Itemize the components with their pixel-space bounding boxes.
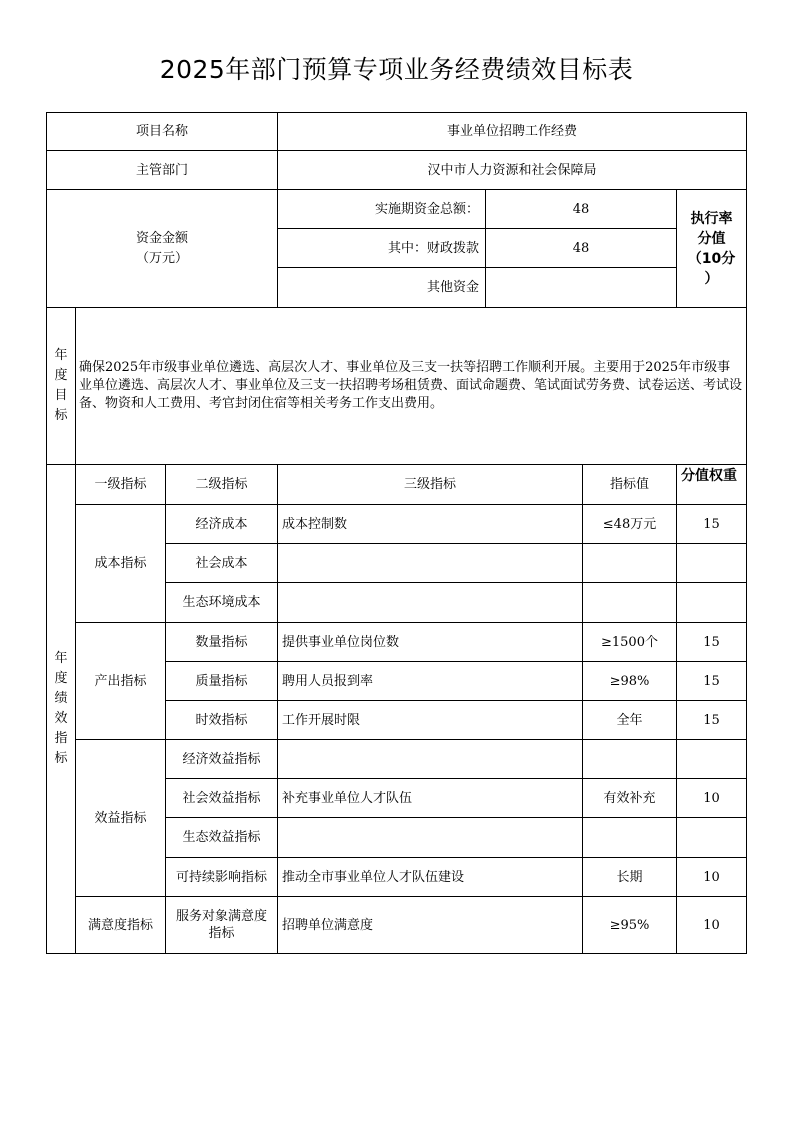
level2-cell: 经济成本 bbox=[165, 504, 278, 544]
funds-label-line2: （万元） bbox=[135, 250, 188, 266]
funds-label-line1: 资金金额 bbox=[135, 230, 188, 246]
header-level3: 三级指标 bbox=[277, 464, 583, 505]
level3-cell: 推动全市事业单位人才队伍建设 bbox=[277, 857, 583, 897]
level1-cost: 成本指标 bbox=[75, 504, 166, 623]
weight-cell bbox=[676, 582, 747, 623]
value-cell: ≥1500个 bbox=[582, 622, 677, 662]
weight-cell: 10 bbox=[676, 896, 747, 954]
project-name-label: 项目名称 bbox=[46, 112, 278, 151]
indicators-section-label bbox=[46, 464, 76, 954]
level2-cell bbox=[165, 896, 278, 954]
header-level2: 二级指标 bbox=[165, 464, 278, 505]
header-level1: 一级指标 bbox=[75, 464, 166, 505]
weight-cell: 15 bbox=[676, 622, 747, 662]
goal-label-char: 标 bbox=[54, 408, 68, 423]
level2-line: 服务对象满意度 bbox=[175, 909, 267, 924]
execution-rate-score bbox=[676, 189, 747, 308]
level2-cell: 时效指标 bbox=[165, 700, 278, 740]
goal-label-char: 目 bbox=[54, 388, 68, 403]
level2-cell: 生态环境成本 bbox=[165, 582, 278, 623]
level2-cell: 数量指标 bbox=[165, 622, 278, 662]
level1-benefit: 效益指标 bbox=[75, 739, 166, 897]
level2-cell: 可持续影响指标 bbox=[165, 857, 278, 897]
level3-cell: 补充事业单位人才队伍 bbox=[277, 778, 583, 818]
funds-label bbox=[46, 189, 278, 308]
level3-cell: 成本控制数 bbox=[277, 504, 583, 544]
value-cell bbox=[582, 582, 677, 623]
level3-cell: 聘用人员报到率 bbox=[277, 661, 583, 701]
level2-cell: 社会效益指标 bbox=[165, 778, 278, 818]
total-funds-value: 48 bbox=[485, 189, 677, 229]
exec-rate-line: （10分 bbox=[687, 250, 736, 267]
header-value: 指标值 bbox=[582, 464, 677, 505]
value-cell bbox=[582, 817, 677, 858]
level3-cell bbox=[277, 739, 583, 779]
indicator-label-char: 标 bbox=[54, 751, 68, 766]
indicator-label-char: 度 bbox=[54, 671, 68, 686]
value-cell bbox=[582, 543, 677, 583]
indicator-label-char: 效 bbox=[54, 711, 68, 726]
level3-cell bbox=[277, 817, 583, 858]
performance-table bbox=[46, 112, 747, 954]
weight-cell: 15 bbox=[676, 504, 747, 544]
exec-rate-line: 执行率 bbox=[690, 210, 733, 227]
value-cell: ≥95% bbox=[582, 896, 677, 954]
annual-goal-label bbox=[46, 307, 76, 465]
level3-cell bbox=[277, 543, 583, 583]
page-title: 2025年部门预算专项业务经费绩效目标表 bbox=[159, 55, 634, 84]
annual-goal-text: 确保2025年市级事业单位遴选、高层次人才、事业单位及三支一扶等招聘工作顺利开展。主要用于2025年市级事业单位遴选、高层次人才、事业单位及三支一扶招聘考场租赁费、面试命题费、笔试面试劳务费、试卷运送、考试设备、物资和人工费用、考官封闭住宿等相关考务工作支出费用。 bbox=[75, 307, 747, 465]
weight-cell bbox=[676, 817, 747, 858]
goal-label-char: 度 bbox=[54, 368, 68, 383]
exec-rate-line: 分值 bbox=[697, 230, 726, 247]
level2-cell: 社会成本 bbox=[165, 543, 278, 583]
value-cell: 有效补充 bbox=[582, 778, 677, 818]
project-name-value: 事业单位招聘工作经费 bbox=[277, 112, 747, 151]
level1-output: 产出指标 bbox=[75, 622, 166, 740]
indicator-label-char: 指 bbox=[54, 731, 68, 746]
weight-cell: 10 bbox=[676, 778, 747, 818]
header-weight: 分值权重 bbox=[676, 464, 747, 505]
other-funds-label: 其他资金 bbox=[277, 267, 486, 308]
weight-cell bbox=[676, 543, 747, 583]
weight-cell bbox=[676, 739, 747, 779]
level3-cell: 工作开展时限 bbox=[277, 700, 583, 740]
level3-cell: 招聘单位满意度 bbox=[277, 896, 583, 954]
weight-cell: 15 bbox=[676, 661, 747, 701]
goal-label-char: 年 bbox=[54, 348, 68, 363]
fiscal-funds-value: 48 bbox=[485, 228, 677, 268]
value-cell bbox=[582, 739, 677, 779]
weight-cell: 10 bbox=[676, 857, 747, 897]
level2-line: 指标 bbox=[208, 926, 235, 941]
level2-cell: 质量指标 bbox=[165, 661, 278, 701]
weight-cell: 15 bbox=[676, 700, 747, 740]
value-cell: ≤48万元 bbox=[582, 504, 677, 544]
value-cell: 长期 bbox=[582, 857, 677, 897]
level2-cell: 生态效益指标 bbox=[165, 817, 278, 858]
level2-cell: 经济效益指标 bbox=[165, 739, 278, 779]
value-cell: ≥98% bbox=[582, 661, 677, 701]
indicator-label-char: 绩 bbox=[54, 691, 68, 706]
department-value: 汉中市人力资源和社会保障局 bbox=[277, 150, 747, 190]
department-label: 主管部门 bbox=[46, 150, 278, 190]
level3-cell: 提供事业单位岗位数 bbox=[277, 622, 583, 662]
level3-cell bbox=[277, 582, 583, 623]
total-funds-label: 实施期资金总额： bbox=[277, 189, 486, 229]
other-funds-value bbox=[485, 267, 677, 308]
level1-satisfaction: 满意度指标 bbox=[75, 896, 166, 954]
value-cell: 全年 bbox=[582, 700, 677, 740]
indicator-label-char: 年 bbox=[54, 651, 68, 666]
exec-rate-line: ） bbox=[704, 270, 719, 287]
fiscal-funds-label: 其中：财政拨款 bbox=[277, 228, 486, 268]
